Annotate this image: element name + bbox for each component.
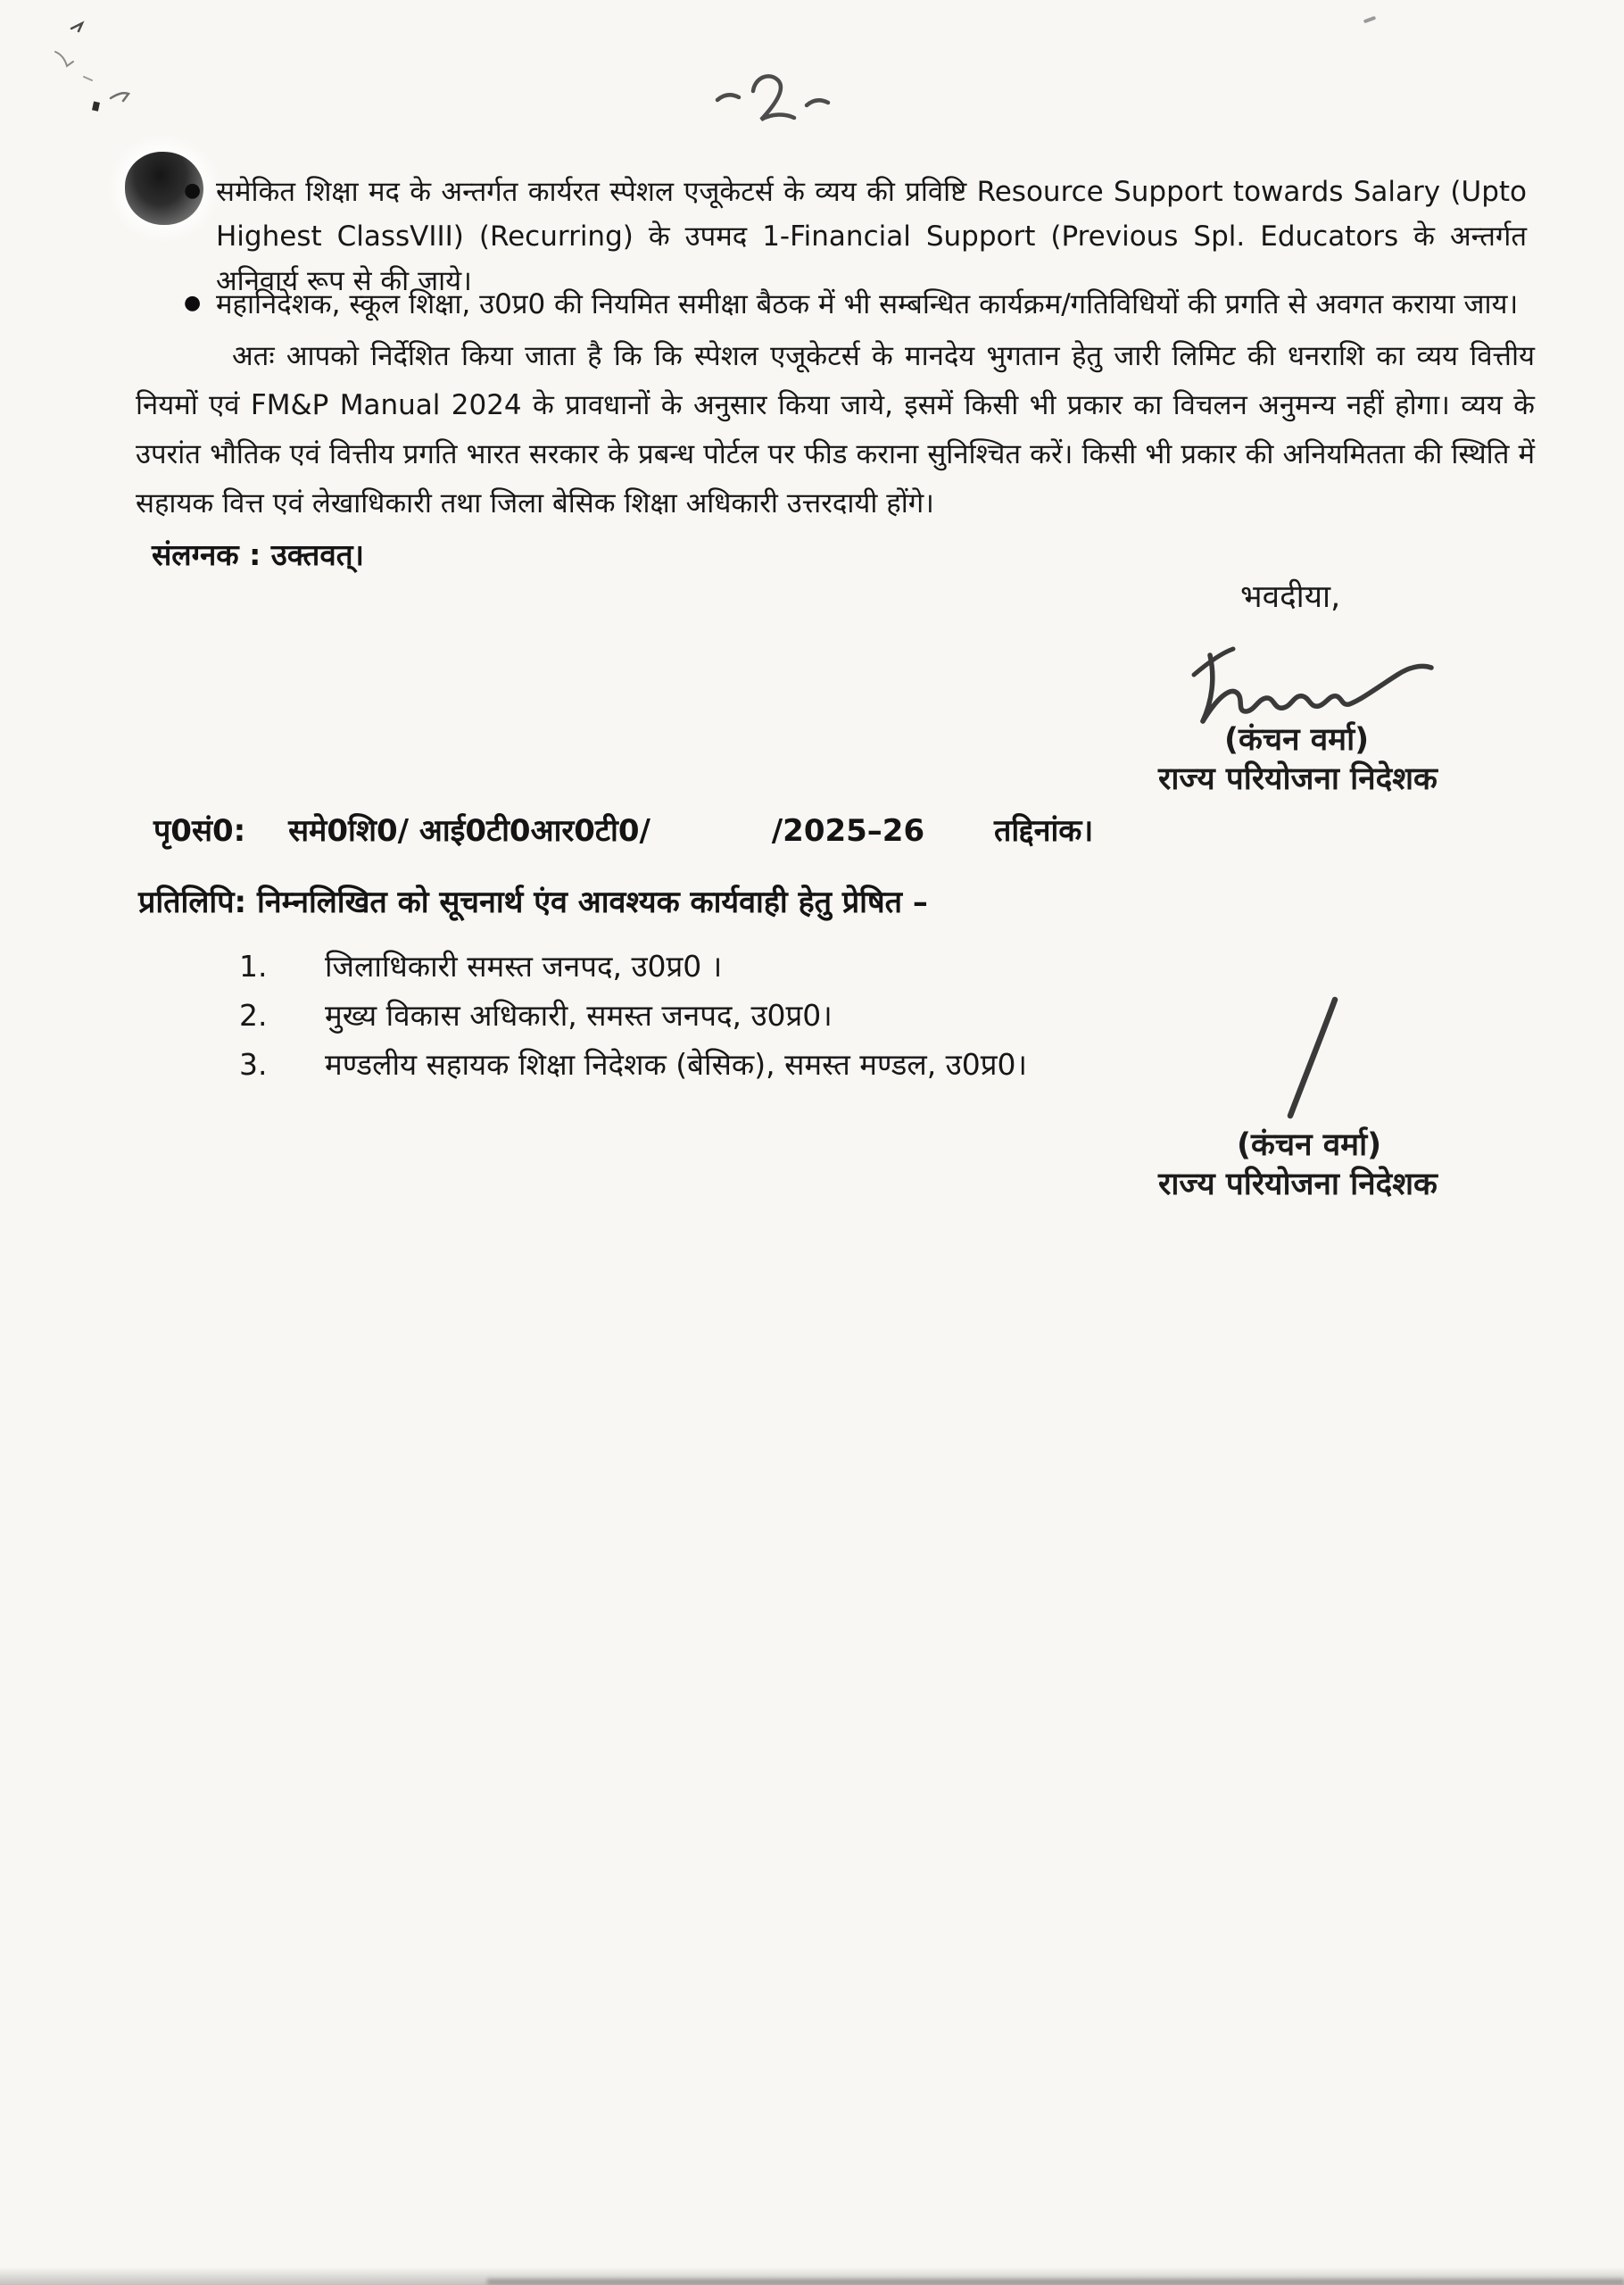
corner-scribble-marks <box>25 9 177 143</box>
reference-number-line <box>153 809 1093 850</box>
scan-bottom-edge <box>487 2279 1624 2285</box>
list-item-number: 2. <box>239 998 268 1033</box>
bullet-text: महानिदेशक, स्कूल शिक्षा, उ0प्र0 की नियमित समीक्षा बैठक में भी सम्बन्धित कार्यक्रम/गतिविधियों की प्रगति से अवगत कराया जाय। <box>216 288 1519 320</box>
directive-paragraph: अतः आपको निर्देशित किया जाता है कि कि स्पेशल एजूकेटर्स के मानदेय भुगतान हेतु जारी लिमिट की धनराशि का व्यय वित्तीय नियमों एवं FM&P Manual 2024 के प्रावधानों के अनुसार किया जाये, इसमें किसी भी प्रकार का विचलन अनुमन्य नहीं होगा। व्यय के उपरांत भौतिक एवं वित्तीय प्रगति भारत सरकार के प्रबन्ध पोर्टल पर फीड कराना सुनिश्चित करें। किसी भी प्रकार की अनियमितता की स्थिति में सहायक वित्त एवं लेखाधिकारी तथा जिला बेसिक शिक्षा अधिकारी उत्तरदायी होंगे। <box>136 340 1535 519</box>
handwritten-signature-stroke <box>1267 993 1352 1126</box>
copy-to-list <box>239 946 1027 1093</box>
list-item-text: मुख्य विकास अधिकारी, समस्त जनपद, उ0प्र0। <box>325 998 833 1033</box>
handwritten-page-number <box>710 66 844 136</box>
reference-office-code: समे0शि0/ आई0टी0आर0टी0/ <box>288 813 650 849</box>
list-item-number: 1. <box>239 949 268 984</box>
reference-label: पृ0सं0: <box>153 813 246 849</box>
second-signatory-designation: राज्य परियोजना निदेशक <box>1158 1167 1438 1202</box>
signatory-name: (कंचन वर्मा) <box>1224 722 1370 758</box>
second-signatory-name: (कंचन वर्मा) <box>1237 1127 1382 1163</box>
copy-to-heading: प्रतिलिपि: निम्नलिखित को सूचनार्थ एंव आवश्यक कार्यवाही हेतु प्रेषित – <box>138 885 928 920</box>
list-item <box>239 995 1027 1036</box>
list-item <box>239 946 1027 987</box>
list-item-text: जिलाधिकारी समस्त जनपद, उ0प्र0 । <box>325 949 723 984</box>
list-item <box>239 1044 1027 1085</box>
bullet-text: समेकित शिक्षा मद के अन्तर्गत कार्यरत स्पेशल एजूकेटर्स के व्यय की प्रविष्टि Resource Support towards Salary (Upto Highest ClassVIII) (Recurring) के उपमद 1-Financial Support (Previous Spl. Educators के अन्तर्गत अनिवार्य रूप से की जाये। <box>216 176 1527 297</box>
bullet-icon: ● <box>184 179 202 202</box>
enclosure-line: संलग्नक : उक्तवत्। <box>152 537 365 572</box>
salutation: भवदीया, <box>1240 579 1341 615</box>
bullet-icon: ● <box>184 292 202 314</box>
scan-speck <box>1363 16 1377 24</box>
signatory-designation: राज्य परियोजना निदेशक <box>1158 761 1438 797</box>
bullet-item-review-meeting <box>184 282 1527 327</box>
list-item-number: 3. <box>239 1047 268 1082</box>
reference-date-text: तद्दिनांक। <box>993 813 1094 849</box>
list-item-text: मण्डलीय सहायक शिक्षा निदेशक (बेसिक), समस्त मण्डल, उ0प्र0। <box>325 1047 1028 1082</box>
reference-year: /2025–26 <box>771 813 925 849</box>
